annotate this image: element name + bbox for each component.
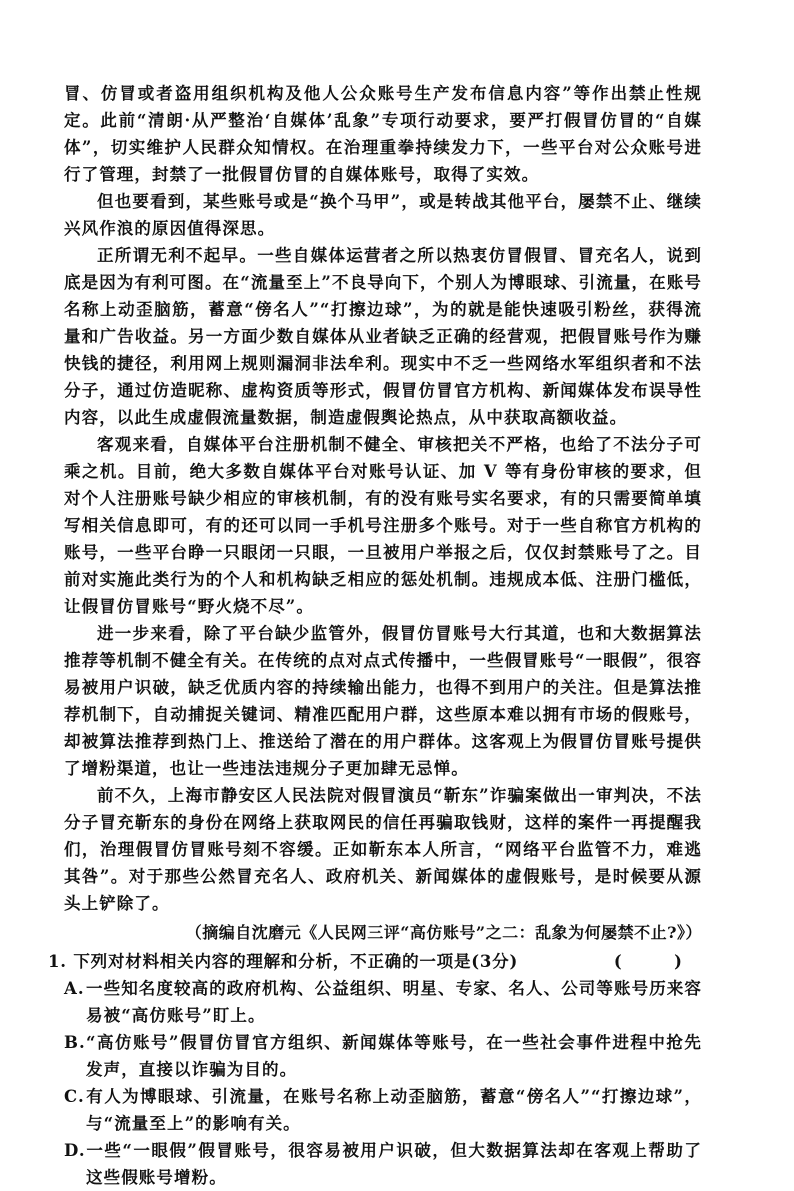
paragraph-4: 客观来看，自媒体平台注册机制不健全、审核把关不严格，也给了不法分子可乘之机。目前，绝大多数自媒体平台对账号认证、加 V 等有身份审核的要求，但对个人注册账号缺少相应的审核机制，有的没有账号实名要求，有的只需要简单填写相关信息即可，有的还可以同一手机号注册多个账号。对于一些自称官方机构的账号，一些平台睁一只眼闭一只眼，一旦被用户举报之后，仅仅封禁账号了之。目前对实施此类行为的个人和机构缺乏相应的惩处机制。违规成本低、注册门槛低，让假冒仿冒账号“野火烧不尽”。 <box>64 435 702 616</box>
paragraph-3: 正所谓无利不起早。一些自媒体运营者之所以热衷仿冒假冒、冒充名人，说到底是因为有利可图。在“流量至上”不良导向下，个别人为博眼球、引流量，在账号名称上动歪脑筋，蓄意“傍名人”“打擦边球”，为的就是能快速吸引粉丝，获得流量和广告收益。另一方面少数自媒体从业者缺乏正确的经营观，把假冒账号作为赚快钱的捷径，利用网上规则漏洞非法牟利。现实中不乏一些网络水军组织者和不法分子，通过仿造昵称、虚构资质等形式，假冒仿冒官方机构、新闻媒体发布误导性内容，以此生成虚假流量数据，制造虚假舆论热点，从中获取高额收益。 <box>64 246 702 427</box>
paragraph-5: 进一步来看，除了平台缺少监管外，假冒仿冒账号大行其道，也和大数据算法推荐等机制不健全有关。在传统的点对点式传播中，一些假冒账号“一眼假”，很容易被用户识破，缺乏优质内容的持续输出能力，也得不到用户的关注。但是算法推荐机制下，自动捕捉关键词、精准匹配用户群，这些原本难以拥有市场的假账号，却被算法推荐到热门上、推送给了潜在的用户群体。这客观上为假冒仿冒账号提供了增粉渠道，也让一些违法违规分子更加肆无忌惮。 <box>64 624 702 778</box>
option-letter: B. <box>64 1033 86 1052</box>
option-text: 一些“一眼假”假冒账号，很容易被用户识破，但大数据算法却在客观上帮助了这些假账号增粉。 <box>86 1141 702 1187</box>
option-letter: A. <box>64 979 85 998</box>
option-text: “高仿账号”假冒仿冒官方组织、新闻媒体等账号，在一些社会事件进程中抢先发声，直接以诈骗为目的。 <box>86 1033 702 1079</box>
paragraph-6: 前不久，上海市静安区人民法院对假冒演员“靳东”诈骗案做出一审判决，不法分子冒充靳东的身份在网络上获取网民的信任再骗取钱财，这样的案件一再提醒我们，治理假冒仿冒账号刻不容缓。正如靳东本人所言，“网络平台监管不力，难逃其咎”。对于那些公然冒充名人、政府机关、新闻媒体的虚假账号，是时候要从源头上铲除了。 <box>64 786 702 913</box>
option-letter: D. <box>64 1141 86 1160</box>
question-stem: 1. 下列对材料相关内容的理解和分析，不正确的一项是(3分) <box>48 952 519 971</box>
option-d <box>64 1137 702 1191</box>
option-c <box>64 1083 702 1137</box>
answer-bracket: ( ) <box>613 952 700 971</box>
paragraph-1: 冒、仿冒或者盗用组织机构及他人公众账号生产发布信息内容”等作出禁止性规定。此前“清朗·从严整治‘自媒体’乱象”专项行动要求，要严打假冒仿冒的“自媒体”，切实维护人民群众知情权。在治理重拳持续发力下，一些平台对公众账号进行了管理，封禁了一批假冒仿冒的自媒体账号，取得了实效。 <box>64 84 702 184</box>
option-letter: C. <box>64 1087 85 1106</box>
source-citation: （摘编自沈磨元《人民网三评“高仿账号”之二：乱象为何屡禁不止?》） <box>185 923 702 942</box>
paragraph-2: 但也要看到，某些账号或是“换个马甲”，或是转战其他平台，屡禁不止、继续兴风作浪的原因值得深思。 <box>64 192 702 238</box>
option-text: 有人为博眼球、引流量，在账号名称上动歪脑筋，蓄意“傍名人”“打擦边球”，与“流量至上”的影响有关。 <box>86 1087 703 1133</box>
option-text: 一些知名度较高的政府机构、公益组织、明星、专家、名人、公司等账号历来容易被“高仿账号”盯上。 <box>86 979 702 1025</box>
option-b <box>64 1029 702 1083</box>
option-a <box>64 975 702 1029</box>
question-stem-row <box>48 948 702 975</box>
question-1 <box>48 948 703 1191</box>
